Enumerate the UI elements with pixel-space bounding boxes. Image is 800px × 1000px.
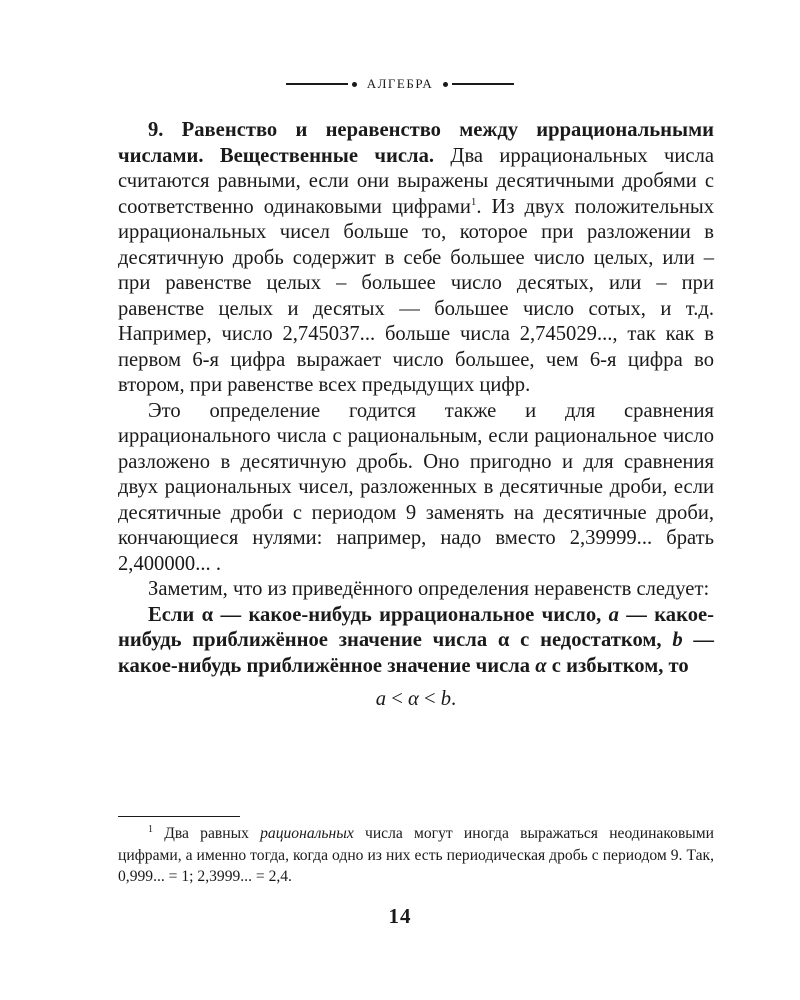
formula-lt-2: < (418, 688, 441, 710)
footnote-italic: рациональных (260, 825, 354, 842)
theorem-text-4: с недостатком, (509, 629, 673, 651)
formula-end: . (451, 688, 457, 710)
ornament-right (439, 82, 514, 87)
section-heading: 9. Равенство и неравенство между иррациональными числами. Вещественные числа. (118, 119, 714, 167)
page-number: 14 (388, 904, 412, 928)
theorem-var-a: a (608, 603, 619, 626)
running-head (0, 76, 800, 92)
formula-lt-1: < (386, 688, 409, 710)
theorem-var-b: b (672, 629, 683, 651)
paragraph-1 (118, 118, 714, 399)
theorem (118, 603, 714, 680)
footnote-text-1: Два равных (153, 825, 261, 842)
theorem-text-5: — какое-нибудь приближённое значение числа (118, 629, 714, 677)
footnote-mark: 1 (148, 824, 153, 835)
paragraph-1-text: Два иррациональных числа считаются равными, если они выражены десятичными дробями с соответственно одинаковыми цифрами (118, 144, 714, 218)
footnote (118, 823, 714, 888)
paragraph-2: Это определение годится также и для сравнения иррационального числа с рациональным, если рациональное число разложено в десятичную дробь. Оно пригодно и для сравнения двух рациональных чисел, разложенных в десятичные дроби, если десятичные дроби с периодом 9 заменять на десятичные дроби, кончающиеся нулями: например, надо вместо 2,39999... брать 2,400000... . (118, 399, 714, 575)
footnote-text-2: числа могут иногда выражаться неодинаковыми цифрами, а именно тогда, когда одно из них есть периодическая дробь с периодом 9. Так, 0,999... = 1; 2,3999... = 2,4. (118, 825, 714, 885)
formula-b: b (440, 688, 452, 710)
formula-alpha: α (408, 688, 419, 710)
theorem-text-2: — какое-нибудь иррациональное число, (213, 603, 609, 626)
page-body (118, 118, 714, 713)
theorem-text-1: Если (148, 603, 202, 626)
paragraph-1-rest: . Из двух положительных иррациональных чисел больше то, которое при разложении в десятичную дробь содержит в себе большее число целых, или – при равенстве целых – большее число десятых, или – при равенстве целых и десятых — большее число сотых, и т.д. Например, число 2,745037... больше числа 2,745029..., так как в первом 6-я цифра выражает число большее, чем 6-я цифра во втором, при равенстве всех предыдущих цифр. (118, 195, 714, 396)
paragraph-3: Заметим, что из приведённого определения неравенств следует: (148, 578, 710, 600)
ornament-left (286, 82, 361, 87)
formula (118, 687, 714, 713)
formula-a: a (375, 688, 387, 710)
footnote-rule (118, 816, 240, 817)
running-head-title: АЛГЕБРА (366, 76, 434, 91)
theorem-alpha-2: α (497, 629, 510, 651)
footnote-ref: 1 (470, 195, 477, 208)
theorem-alpha-3: α (535, 654, 547, 677)
theorem-text-6: с избытком, то (546, 654, 689, 677)
theorem-alpha-1: α (201, 603, 214, 626)
theorem-text-3: — какое-нибудь приближённое значение числа (118, 603, 714, 651)
